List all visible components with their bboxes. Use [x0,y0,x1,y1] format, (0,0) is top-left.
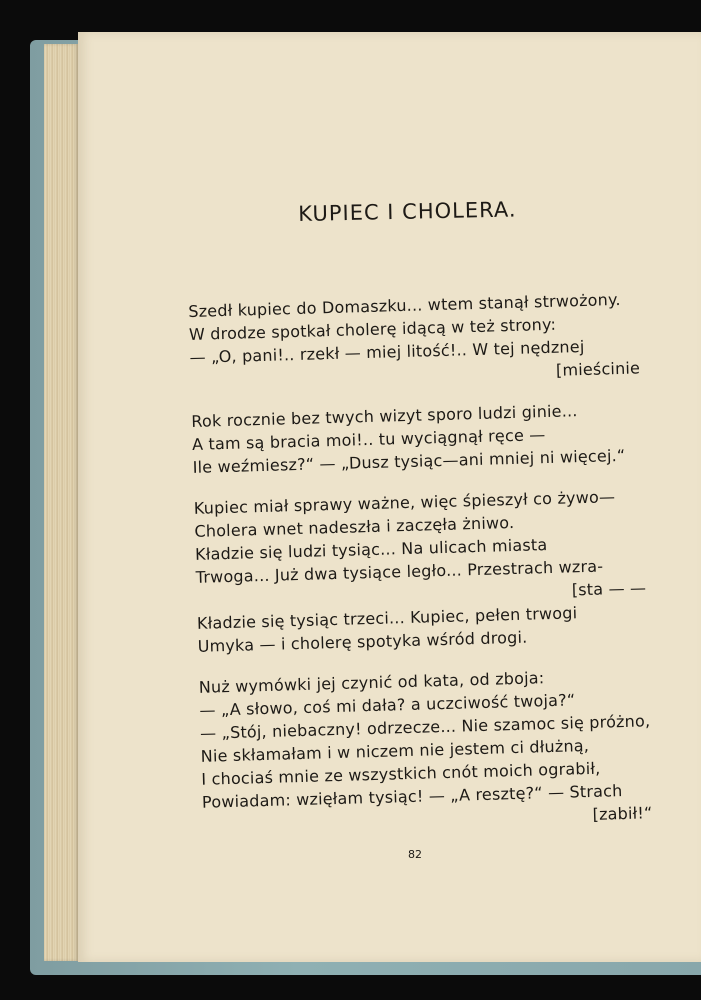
poem-title: KUPIEC I CHOLERA. [298,197,517,226]
poem-line: Cholera wnet nadeszła i zaczęła żniwo. [194,512,515,541]
page-edges [44,44,78,961]
poem-line: Kupiec miał sprawy ważne, więc śpieszył co żywo— [193,487,616,518]
stanza [198,663,672,837]
page-number: 82 [408,848,422,861]
book-page [78,32,701,962]
poem-line: Ile weźmiesz?“ — „Dusz tysiąc—ani mniej ni więcej.“ [192,445,626,477]
stanza [188,287,660,392]
stanza [194,484,668,658]
poem-line-continuation: [mieścinie [555,358,641,380]
poem-line: — „Stój, niebaczny! odrzecze... Nie szamoc się próżno, [199,711,651,743]
poem-line: Powiadam: wzięłam tysiąc! — „A resztę?“ — Strach [201,781,623,812]
poem-line: Trwoga... Już dwa tysiące legło... Przestrach wzra- [195,556,604,587]
poem-line: Rok rocznie bez twych wizyt sporo ludzi ginie... [191,401,578,431]
poem-line: — „O, pani!.. rzekł — miej litość!.. W tej nędznej [189,336,585,367]
poem-line: — „A słowo, coś mi dała? a uczciwość twoja?“ [199,690,576,720]
poem-line: Nuż wymówki jej czynić od kata, od zboja: [198,668,545,697]
poem-line: Nie skłamałam i w niczem nie jestem ci dłużną, [200,735,590,766]
poem-line: Umyka — i cholerę spotyka wśród drogi. [197,627,528,656]
poem-line: W drodze spotkał cholerę idącą w też strony: [188,314,557,344]
poem-body [188,287,673,855]
poem-line: I chociaś mnie ze wszystkich cnót moich ograbił, [201,758,601,789]
poem-line: A tam są bracia moi!.. tu wyciągnął ręce — [191,425,546,454]
stanza [191,397,663,479]
poem-line: Kładzie się tysiąc trzeci... Kupiec, pełen trwogi [196,603,578,633]
poem-line-continuation: [sta — — [571,578,647,600]
poem-line: Kładzie się ludzi tysiąc... Na ulicach miasta [194,535,548,564]
poem-line-continuation: [zabił!“ [592,803,653,824]
poem-line: Szedł kupiec do Domaszku... wtem stanął strwożony. [188,289,621,321]
